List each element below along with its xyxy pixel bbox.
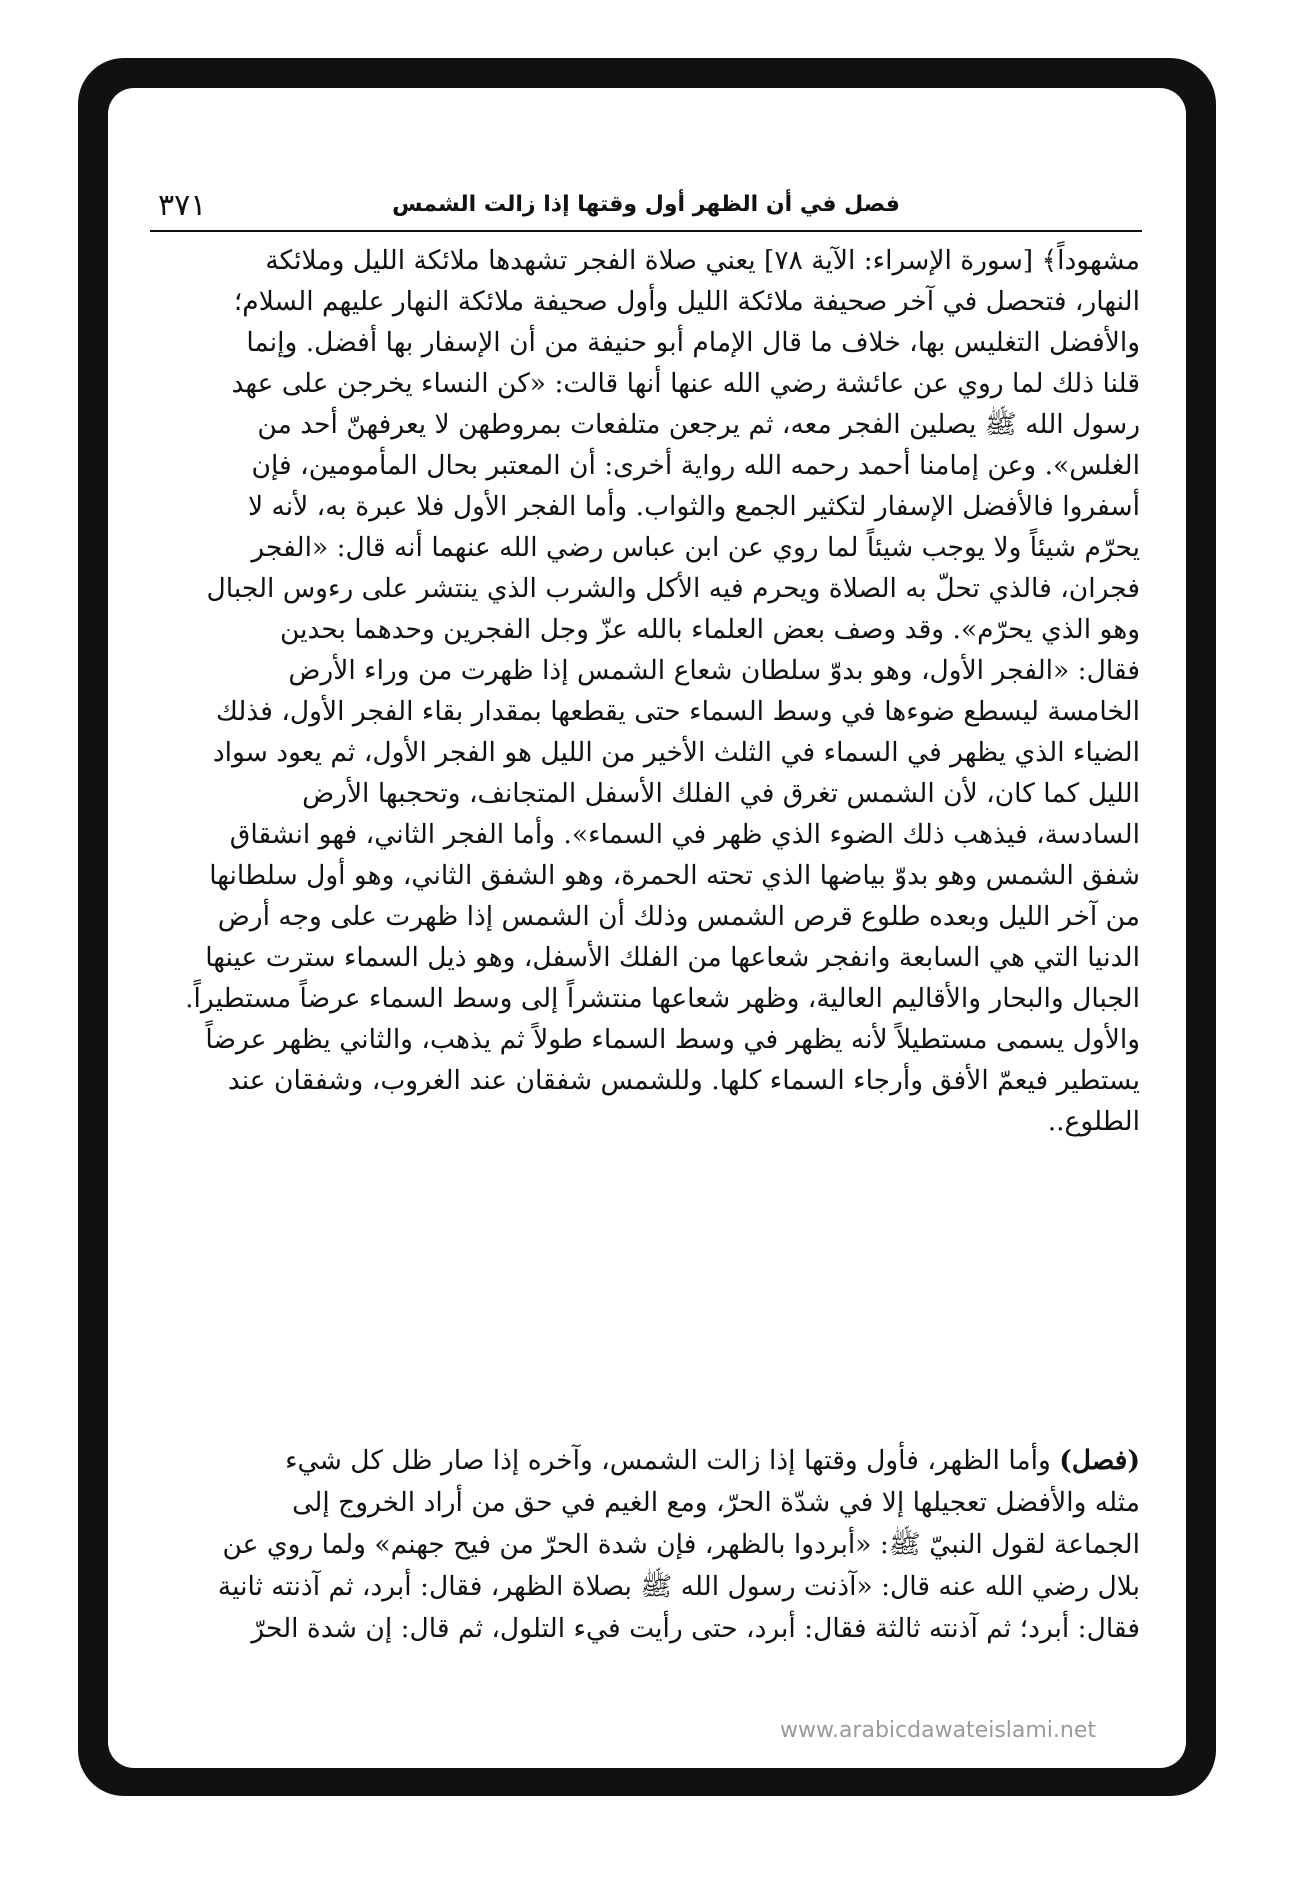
text-line: مشهوداً﴾ [سورة الإسراء: الآية ٧٨] يعني صلاة الفجر تشهدها ملائكة الليل وملائكة (265, 245, 1140, 276)
text-line: أسفروا فالأفضل الإسفار لتكثير الجمع والثواب. وأما الفجر الأول فلا عبرة به، لأنه لا (248, 491, 1140, 522)
page-header (150, 190, 1142, 232)
text-line: مثله والأفضل تعجيلها إلا في شدّة الحرّ، ومع الغيم في حق من أراد الخروج إلى (292, 1487, 1140, 1518)
text-line: فقال: «الفجر الأول، وهو بدوّ سلطان شعاع الشمس إذا ظهرت من وراء الأرض (288, 655, 1140, 686)
running-title: فصل في أن الظهر أول وقتها إذا زالت الشمس (392, 192, 900, 217)
text-line: الجماعة لقول النبيّ ﷺ: «أبردوا بالظهر، فإن شدة الحرّ من فيح جهنم» ولما روي عن (222, 1529, 1140, 1560)
text-line: رسول الله ﷺ يصلين الفجر معه، ثم يرجعن متلفعات بمروطهن لا يعرفهنّ أحد من (257, 409, 1140, 440)
text-line: الخامسة ليسطع ضوءها في وسط السماء حتى يقطعها بمقدار بقاء الفجر الأول، فذلك (215, 696, 1140, 727)
text-line: النهار، فتحصل في آخر صحيفة ملائكة الليل وأول صحيفة ملائكة النهار عليهم السلام؛ (233, 286, 1140, 317)
text-line: يحرّم شيئاً ولا يوجب شيئاً لما روي عن ابن عباس رضي الله عنهما أنه قال: «الفجر (251, 532, 1140, 563)
text-line: والأفضل التغليس بها، خلاف ما قال الإمام أبو حنيفة من أن الإسفار بها أفضل. وإنما (246, 327, 1140, 358)
text-line: السادسة، فيذهب ذلك الضوء الذي ظهر في السماء». وأما الفجر الثاني، فهو انشقاق (229, 819, 1140, 850)
text-line: شفق الشمس وهو بدوّ بياضها الذي تحته الحمرة، وهو الشفق الثاني، وهو أول سلطانها (209, 860, 1140, 891)
watermark-url: www.arabicdawateislami.net (780, 1718, 1097, 1743)
main-paragraph (155, 240, 1140, 1142)
section-first-line-text: وأما الظهر، فأول وقتها إذا زالت الشمس، وآخره إذا صار ظل كل شيء (285, 1445, 1051, 1476)
text-line: الغلس». وعن إمامنا أحمد رحمه الله رواية أخرى: أن المعتبر بحال المأمومين، فإن (251, 450, 1140, 481)
section-heading: (فصل) (1059, 1445, 1140, 1476)
section-zuhr (155, 1440, 1140, 1650)
text-line: من آخر الليل وبعده طلوع قرص الشمس وذلك أن الشمس إذا ظهرت على وجه أرض (217, 901, 1140, 932)
text-line: قلنا ذلك لما روي عن عائشة رضي الله عنها أنها قالت: «كن النساء يخرجن على عهد (231, 368, 1140, 399)
text-line: وهو الذي يحرّم». وقد وصف بعض العلماء بالله عزّ وجل الفجرين وحدهما بحدين (279, 614, 1140, 645)
text-line: الدنيا التي هي السابعة وانفجر شعاعها من الفلك الأسفل، وهو ذيل السماء سترت عينها (205, 942, 1140, 973)
text-line: الطلوع.. (1047, 1106, 1140, 1137)
text-line: الضياء الذي يظهر في السماء في الثلث الأخير من الليل هو الفجر الأول، ثم يعود سواد (212, 737, 1140, 768)
page-number: ٣٧١ (158, 188, 207, 223)
text-line: الليل كما كان، لأن الشمس تغرق في الفلك الأسفل المتجانف، وتحجبها الأرض (302, 778, 1140, 809)
text-line: الجبال والبحار والأقاليم العالية، وظهر شعاعها منتشراً إلى وسط السماء عرضاً مستطيراً. (185, 983, 1140, 1014)
text-line: والأول يسمى مستطيلاً لأنه يظهر في وسط السماء طولاً ثم يذهب، والثاني يظهر عرضاً (205, 1024, 1140, 1055)
text-line: فقال: أبرد؛ ثم آذنته ثالثة فقال: أبرد، حتى رأيت فيء التلول، ثم قال: إن شدة الحرّ (251, 1613, 1140, 1644)
text-line: بلال رضي الله عنه قال: «آذنت رسول الله ﷺ بصلاة الظهر، فقال: أبرد، ثم آذنته ثانية (217, 1571, 1140, 1602)
section-first-line (155, 1440, 1140, 1482)
text-line: فجران، فالذي تحلّ به الصلاة ويحرم فيه الأكل والشرب الذي ينتشر على رءوس الجبال (206, 573, 1140, 604)
text-line: يستطير فيعمّ الأفق وأرجاء السماء كلها. وللشمس شفقان عند الغروب، وشفقان عند (227, 1065, 1140, 1096)
